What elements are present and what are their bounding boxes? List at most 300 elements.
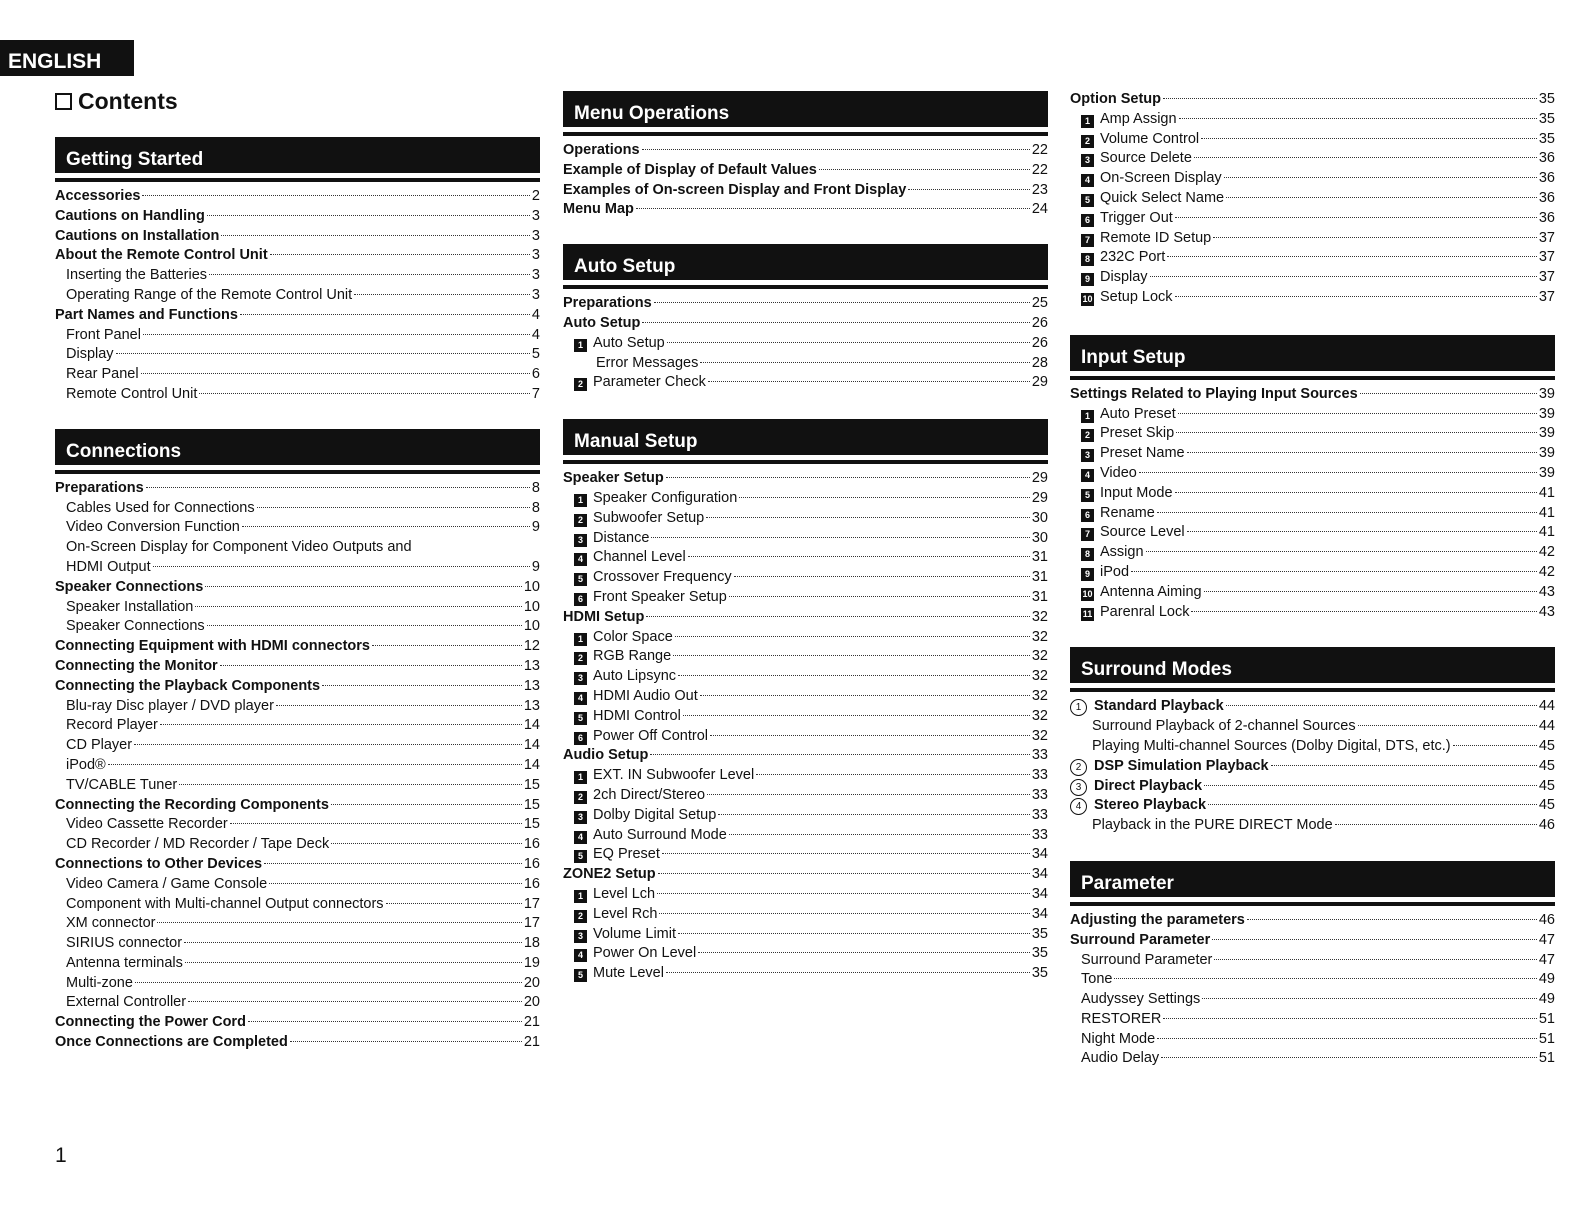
number-badge-icon: 4 xyxy=(1081,469,1094,482)
toc-entry[interactable] xyxy=(1070,249,1555,269)
dot-leader xyxy=(673,655,1030,656)
toc-entry[interactable] xyxy=(1070,817,1555,837)
column-right xyxy=(1070,91,1555,1070)
toc-entry[interactable] xyxy=(563,530,1048,550)
toc-entry[interactable] xyxy=(1070,718,1555,738)
toc-entry[interactable] xyxy=(563,315,1048,335)
toc-entry[interactable] xyxy=(1070,111,1555,131)
toc-entry[interactable] xyxy=(1070,584,1555,604)
toc-entry-page: 32 xyxy=(1031,628,1048,645)
number-badge-icon: 4 xyxy=(574,692,587,705)
toc-entry-label: Rear Panel xyxy=(66,366,139,383)
contents-title-text: Contents xyxy=(78,88,178,114)
toc-entry[interactable] xyxy=(55,658,540,678)
toc-entry-page: 18 xyxy=(523,935,540,952)
dot-leader xyxy=(157,922,521,923)
toc-entry-label: Standard Playback xyxy=(1094,698,1224,715)
dot-leader xyxy=(354,294,530,295)
number-badge-icon: 1 xyxy=(574,494,587,507)
toc-entry-page: 24 xyxy=(1031,201,1048,218)
toc-entry-label: Mute Level xyxy=(593,965,664,982)
dot-leader xyxy=(276,705,522,706)
toc-entry[interactable] xyxy=(1070,604,1555,624)
toc-entry[interactable] xyxy=(563,767,1048,787)
toc-entry[interactable] xyxy=(55,208,540,228)
number-badge-icon: 8 xyxy=(1081,253,1094,266)
toc-entry-page: 41 xyxy=(1538,504,1555,521)
toc-entry[interactable] xyxy=(563,965,1048,985)
toc-entry-title xyxy=(55,247,268,263)
toc-entry-page: 23 xyxy=(1031,181,1048,198)
toc-entry[interactable] xyxy=(55,618,540,638)
toc-entry-title xyxy=(574,648,671,664)
toc-entry-page: 36 xyxy=(1538,189,1555,206)
toc-entry-title xyxy=(66,500,255,516)
toc-entry-title xyxy=(574,787,705,803)
dot-leader xyxy=(184,942,522,943)
toc-entry[interactable] xyxy=(1070,131,1555,151)
number-badge-icon: 4 xyxy=(574,553,587,566)
toc-entry-title xyxy=(574,688,698,704)
header-rule xyxy=(563,285,1048,289)
dot-leader xyxy=(240,314,530,315)
toc-entry-page: 16 xyxy=(523,855,540,872)
toc-entry-page: 39 xyxy=(1538,445,1555,462)
toc-entry[interactable] xyxy=(563,355,1048,375)
dot-leader xyxy=(108,764,522,765)
toc-entry[interactable] xyxy=(55,267,540,287)
toc-entry[interactable] xyxy=(563,295,1048,315)
section-option-setup xyxy=(1070,91,1555,309)
toc-entry[interactable] xyxy=(55,797,540,817)
dot-leader xyxy=(1187,531,1537,532)
toc-entry[interactable] xyxy=(55,500,540,520)
toc-entry[interactable] xyxy=(563,906,1048,926)
number-badge-icon: 5 xyxy=(574,850,587,863)
toc-entry-label: CD Recorder / MD Recorder / Tape Deck xyxy=(66,836,330,853)
toc-entry-page: 5 xyxy=(531,346,540,363)
toc-entry[interactable] xyxy=(1070,190,1555,210)
toc-entry[interactable] xyxy=(563,470,1048,490)
toc-entry-label: Speaker Connections xyxy=(55,578,204,595)
toc-entry-title xyxy=(563,162,817,178)
toc-entry-title xyxy=(1081,190,1224,206)
toc-entry-title xyxy=(55,638,370,654)
toc-entry-label: Auto Setup xyxy=(593,334,665,351)
toc-entry[interactable] xyxy=(1070,1031,1555,1051)
toc-entry-label: Multi-zone xyxy=(66,974,133,991)
toc-entry[interactable] xyxy=(1070,991,1555,1011)
toc-entry-title xyxy=(1081,131,1199,147)
dot-leader xyxy=(1163,98,1537,99)
toc-entry[interactable] xyxy=(1070,778,1555,798)
toc-entry-title xyxy=(1081,584,1202,600)
number-badge-icon: 10 xyxy=(1082,588,1093,599)
toc-list xyxy=(1070,698,1555,837)
toc-entry-page: 20 xyxy=(523,974,540,991)
number-badge-icon: 2 xyxy=(574,791,587,804)
toc-entry[interactable] xyxy=(1070,465,1555,485)
toc-entry-page: 46 xyxy=(1538,817,1555,834)
toc-entry-label: iPod® xyxy=(66,756,106,773)
toc-entry[interactable] xyxy=(55,386,540,406)
toc-entry[interactable] xyxy=(563,886,1048,906)
dot-leader xyxy=(642,322,1030,323)
toc-entry-title xyxy=(1081,170,1222,186)
toc-entry[interactable] xyxy=(55,638,540,658)
toc-entry[interactable] xyxy=(55,678,540,698)
toc-entry[interactable] xyxy=(55,327,540,347)
toc-entry[interactable] xyxy=(1070,210,1555,230)
toc-entry[interactable] xyxy=(1070,1011,1555,1031)
toc-list xyxy=(1070,912,1555,1070)
toc-entry[interactable] xyxy=(563,510,1048,530)
toc-entry[interactable] xyxy=(1070,698,1555,718)
toc-entry[interactable] xyxy=(563,866,1048,886)
dot-leader xyxy=(718,814,1030,815)
toc-entry-page: 35 xyxy=(1538,130,1555,147)
toc-entry[interactable] xyxy=(563,490,1048,510)
toc-entry-title xyxy=(563,315,640,331)
toc-entry-label: XM connector xyxy=(66,915,156,932)
section-header-manual-setup: Manual Setup xyxy=(563,419,1048,457)
toc-entry-label: HDMI Setup xyxy=(563,608,645,625)
toc-entry[interactable] xyxy=(563,807,1048,827)
toc-entry-label: Volume Limit xyxy=(593,925,677,942)
toc-entry-page: 7 xyxy=(531,385,540,402)
number-badge-icon: 11 xyxy=(1082,608,1093,619)
toc-entry-title xyxy=(1081,445,1185,461)
toc-entry-title xyxy=(55,480,144,496)
toc-entry[interactable] xyxy=(563,335,1048,355)
toc-entry[interactable] xyxy=(55,777,540,797)
toc-entry[interactable] xyxy=(55,1034,540,1054)
dot-leader xyxy=(666,972,1030,973)
toc-entry[interactable] xyxy=(55,935,540,955)
toc-entry[interactable] xyxy=(563,708,1048,728)
header-rule xyxy=(55,178,540,182)
toc-entry[interactable] xyxy=(1070,544,1555,564)
toc-entry-title xyxy=(55,678,320,694)
toc-entry[interactable] xyxy=(563,162,1048,182)
toc-entry-title xyxy=(1092,718,1356,734)
toc-entry-label: Menu Map xyxy=(563,201,634,218)
toc-list xyxy=(1070,91,1555,309)
toc-entry[interactable] xyxy=(55,559,540,579)
toc-entry-title xyxy=(563,295,652,311)
toc-list xyxy=(55,188,540,406)
toc-entry-page: 36 xyxy=(1538,170,1555,187)
section-header-menu-operations: Menu Operations xyxy=(563,91,1048,129)
toc-entry[interactable] xyxy=(55,836,540,856)
toc-entry[interactable] xyxy=(1070,150,1555,170)
toc-entry[interactable] xyxy=(55,975,540,995)
toc-entry[interactable] xyxy=(563,569,1048,589)
toc-entry[interactable] xyxy=(55,994,540,1014)
toc-entry[interactable] xyxy=(55,757,540,777)
toc-entry-title xyxy=(1081,210,1173,226)
toc-entry[interactable] xyxy=(55,247,540,267)
toc-entry-page: 35 xyxy=(1031,945,1048,962)
toc-entry[interactable] xyxy=(55,816,540,836)
toc-entry[interactable] xyxy=(1070,425,1555,445)
toc-entry[interactable] xyxy=(55,698,540,718)
toc-entry[interactable] xyxy=(55,599,540,619)
toc-entry[interactable] xyxy=(1070,485,1555,505)
toc-entry[interactable] xyxy=(563,142,1048,162)
dot-leader xyxy=(636,208,1030,209)
toc-entry-label: Connecting the Monitor xyxy=(55,657,218,674)
toc-entry-label: Inserting the Batteries xyxy=(66,267,208,284)
toc-entry-page: 2 xyxy=(531,188,540,204)
toc-entry[interactable] xyxy=(1070,524,1555,544)
toc-entry[interactable] xyxy=(55,228,540,248)
toc-entry-title xyxy=(66,346,114,362)
dot-leader xyxy=(207,625,522,626)
toc-entry-page: 34 xyxy=(1031,905,1048,922)
toc-entry[interactable] xyxy=(55,915,540,935)
toc-list xyxy=(1070,386,1555,624)
dot-leader xyxy=(658,873,1030,874)
dot-leader xyxy=(153,566,530,567)
toc-entry-page: 43 xyxy=(1538,603,1555,620)
toc-entry[interactable] xyxy=(563,728,1048,748)
dot-leader xyxy=(1335,824,1537,825)
toc-entry-page: 4 xyxy=(531,326,540,343)
toc-entry-label: Display xyxy=(1100,269,1148,286)
toc-entry-label: Trigger Out xyxy=(1100,209,1173,226)
toc-entry-title xyxy=(574,906,657,922)
toc-entry-label: Volume Control xyxy=(1100,130,1200,147)
toc-entry[interactable] xyxy=(55,896,540,916)
toc-entry[interactable] xyxy=(55,519,540,539)
toc-entry[interactable] xyxy=(1070,445,1555,465)
toc-entry[interactable] xyxy=(55,366,540,386)
toc-entry[interactable] xyxy=(55,346,540,366)
dot-leader xyxy=(734,576,1030,577)
toc-entry-page: 33 xyxy=(1031,786,1048,803)
toc-entry[interactable] xyxy=(55,539,540,559)
toc-entry[interactable] xyxy=(55,579,540,599)
toc-entry-label: 232C Port xyxy=(1100,249,1166,266)
toc-entry-label: Cautions on Installation xyxy=(55,227,220,244)
toc-entry-page: 22 xyxy=(1031,161,1048,178)
toc-entry[interactable] xyxy=(55,287,540,307)
toc-entry-label: On-Screen Display for Component Video Outputs and xyxy=(66,539,412,556)
number-badge-icon: 1 xyxy=(1081,115,1094,128)
toc-entry[interactable] xyxy=(1070,170,1555,190)
dot-leader xyxy=(666,477,1030,478)
number-badge-icon: 10 xyxy=(1082,293,1093,304)
toc-entry-title xyxy=(66,935,182,951)
contents-title xyxy=(55,88,178,115)
toc-entry[interactable] xyxy=(563,787,1048,807)
toc-entry-page: 13 xyxy=(523,657,540,674)
toc-entry[interactable] xyxy=(1070,952,1555,972)
section-surround-modes xyxy=(1070,647,1555,837)
toc-entry-page: 15 xyxy=(523,816,540,833)
toc-entry[interactable] xyxy=(55,1014,540,1034)
toc-entry-label: Adjusting the parameters xyxy=(1070,911,1245,928)
toc-entry[interactable] xyxy=(563,668,1048,688)
toc-entry-title xyxy=(55,1014,246,1030)
toc-entry[interactable] xyxy=(563,688,1048,708)
section-header-getting-started: Getting Started xyxy=(55,137,540,175)
toc-entry-label: Remote ID Setup xyxy=(1100,229,1212,246)
toc-entry-page: 3 xyxy=(531,207,540,224)
toc-entry[interactable] xyxy=(563,609,1048,629)
toc-entry-label: Direct Playback xyxy=(1094,777,1203,794)
number-badge-icon: 2 xyxy=(574,514,587,527)
toc-entry-label: Blu-ray Disc player / DVD player xyxy=(66,697,274,714)
toc-entry[interactable] xyxy=(1070,797,1555,817)
toc-entry-title xyxy=(563,866,656,882)
toc-entry-page: 3 xyxy=(531,286,540,303)
toc-entry-label: Examples of On-screen Display and Front Display xyxy=(563,181,907,198)
toc-entry-title xyxy=(1081,524,1185,540)
toc-entry[interactable] xyxy=(1070,932,1555,952)
toc-entry-label: Audio Setup xyxy=(563,747,649,764)
toc-entry-page: 44 xyxy=(1538,698,1555,715)
toc-entry[interactable] xyxy=(563,945,1048,965)
toc-entry-page: 35 xyxy=(1031,965,1048,982)
dot-leader xyxy=(729,596,1030,597)
toc-entry[interactable] xyxy=(55,717,540,737)
toc-entry-title xyxy=(66,327,141,343)
toc-entry-page: 51 xyxy=(1538,1050,1555,1067)
toc-entry[interactable] xyxy=(563,589,1048,609)
dot-leader xyxy=(1163,1018,1537,1019)
number-badge-icon: 1 xyxy=(1081,410,1094,423)
toc-entry[interactable] xyxy=(55,876,540,896)
toc-entry[interactable] xyxy=(55,955,540,975)
section-connections xyxy=(55,429,540,1054)
toc-entry-label: EQ Preset xyxy=(593,846,660,863)
toc-entry-title xyxy=(563,609,644,625)
toc-entry[interactable] xyxy=(55,188,540,208)
toc-entry[interactable] xyxy=(1070,971,1555,991)
toc-entry-label: 2ch Direct/Stereo xyxy=(593,786,706,803)
toc-entry-label: Level Rch xyxy=(593,905,658,922)
toc-entry[interactable] xyxy=(563,926,1048,946)
toc-entry-label: Connecting Equipment with HDMI connectors xyxy=(55,638,370,655)
header-rule xyxy=(55,470,540,474)
section-header-surround-modes: Surround Modes xyxy=(1070,647,1555,685)
toc-entry-page: 42 xyxy=(1538,544,1555,561)
number-badge-icon: 3 xyxy=(574,930,587,943)
toc-entry[interactable] xyxy=(563,747,1048,767)
toc-entry[interactable] xyxy=(1070,91,1555,111)
toc-entry[interactable] xyxy=(1070,269,1555,289)
toc-entry-page: 31 xyxy=(1031,588,1048,605)
toc-entry[interactable] xyxy=(1070,505,1555,525)
toc-entry-title xyxy=(66,287,352,303)
toc-entry-label: Video Camera / Game Console xyxy=(66,875,268,892)
number-badge-icon: 2 xyxy=(574,910,587,923)
dot-leader xyxy=(654,302,1030,303)
header-rule xyxy=(1070,688,1555,692)
toc-entry-label: SIRIUS connector xyxy=(66,935,183,952)
toc-entry-page: 39 xyxy=(1538,385,1555,402)
dot-leader xyxy=(707,794,1030,795)
toc-entry[interactable] xyxy=(563,827,1048,847)
toc-entry[interactable] xyxy=(563,201,1048,221)
toc-entry[interactable] xyxy=(55,856,540,876)
toc-entry[interactable] xyxy=(563,846,1048,866)
toc-entry-page: 33 xyxy=(1031,747,1048,764)
toc-entry[interactable] xyxy=(563,549,1048,569)
dot-leader xyxy=(269,883,522,884)
toc-entry-page: 28 xyxy=(1031,354,1048,371)
toc-entry-label: Option Setup xyxy=(1070,91,1162,107)
toc-entry-page: 29 xyxy=(1031,489,1048,506)
toc-entry[interactable] xyxy=(1070,564,1555,584)
toc-entry[interactable] xyxy=(1070,406,1555,426)
toc-entry-page: 3 xyxy=(531,247,540,264)
dot-leader xyxy=(188,1001,522,1002)
toc-entry[interactable] xyxy=(1070,386,1555,406)
number-badge-icon: 3 xyxy=(574,672,587,685)
toc-entry-label: Connecting the Playback Components xyxy=(55,677,321,694)
toc-entry[interactable] xyxy=(563,182,1048,202)
toc-entry[interactable] xyxy=(55,737,540,757)
toc-entry-page: 39 xyxy=(1538,464,1555,481)
dot-leader xyxy=(116,353,530,354)
number-badge-icon: 1 xyxy=(574,890,587,903)
dot-leader xyxy=(372,645,522,646)
toc-entry-page: 31 xyxy=(1031,569,1048,586)
toc-entry-page: 47 xyxy=(1538,951,1555,968)
toc-entry-title xyxy=(1070,932,1210,948)
toc-entry-title xyxy=(574,549,686,565)
toc-entry[interactable] xyxy=(1070,1050,1555,1070)
toc-entry-label: EXT. IN Subwoofer Level xyxy=(593,767,755,784)
toc-entry[interactable] xyxy=(563,648,1048,668)
toc-entry[interactable] xyxy=(563,629,1048,649)
toc-entry-title xyxy=(1081,505,1155,521)
toc-entry-label: Power On Level xyxy=(593,945,697,962)
toc-entry[interactable] xyxy=(1070,289,1555,309)
toc-entry-label: Quick Select Name xyxy=(1100,189,1225,206)
toc-entry[interactable] xyxy=(55,307,540,327)
dot-leader xyxy=(1202,998,1537,999)
dot-leader xyxy=(1213,237,1537,238)
toc-entry[interactable] xyxy=(1070,230,1555,250)
toc-entry-title xyxy=(66,915,155,931)
number-badge-icon: 5 xyxy=(1081,489,1094,502)
toc-entry-label: Operating Range of the Remote Control Unit xyxy=(66,286,353,303)
dot-leader xyxy=(1204,785,1537,786)
toc-entry-label: Remote Control Unit xyxy=(66,385,198,402)
toc-entry[interactable] xyxy=(1070,912,1555,932)
toc-entry-label: Level Lch xyxy=(593,885,656,902)
dot-leader xyxy=(642,149,1030,150)
toc-entry[interactable] xyxy=(563,374,1048,394)
toc-entry-label: Connecting the Recording Components xyxy=(55,796,329,813)
toc-entry-page: 32 xyxy=(1031,687,1048,704)
circled-number-icon: 2 xyxy=(1070,759,1087,776)
toc-entry[interactable] xyxy=(1070,738,1555,758)
toc-entry-page: 9 xyxy=(531,558,540,575)
toc-entry-title xyxy=(1081,564,1129,580)
toc-entry-page: 30 xyxy=(1031,509,1048,526)
toc-entry-title xyxy=(66,539,412,555)
toc-entry[interactable] xyxy=(1070,758,1555,778)
toc-entry-title xyxy=(1081,1011,1161,1027)
toc-entry-label: Error Messages xyxy=(596,354,699,371)
number-badge-icon: 2 xyxy=(1081,135,1094,148)
toc-entry[interactable] xyxy=(55,480,540,500)
